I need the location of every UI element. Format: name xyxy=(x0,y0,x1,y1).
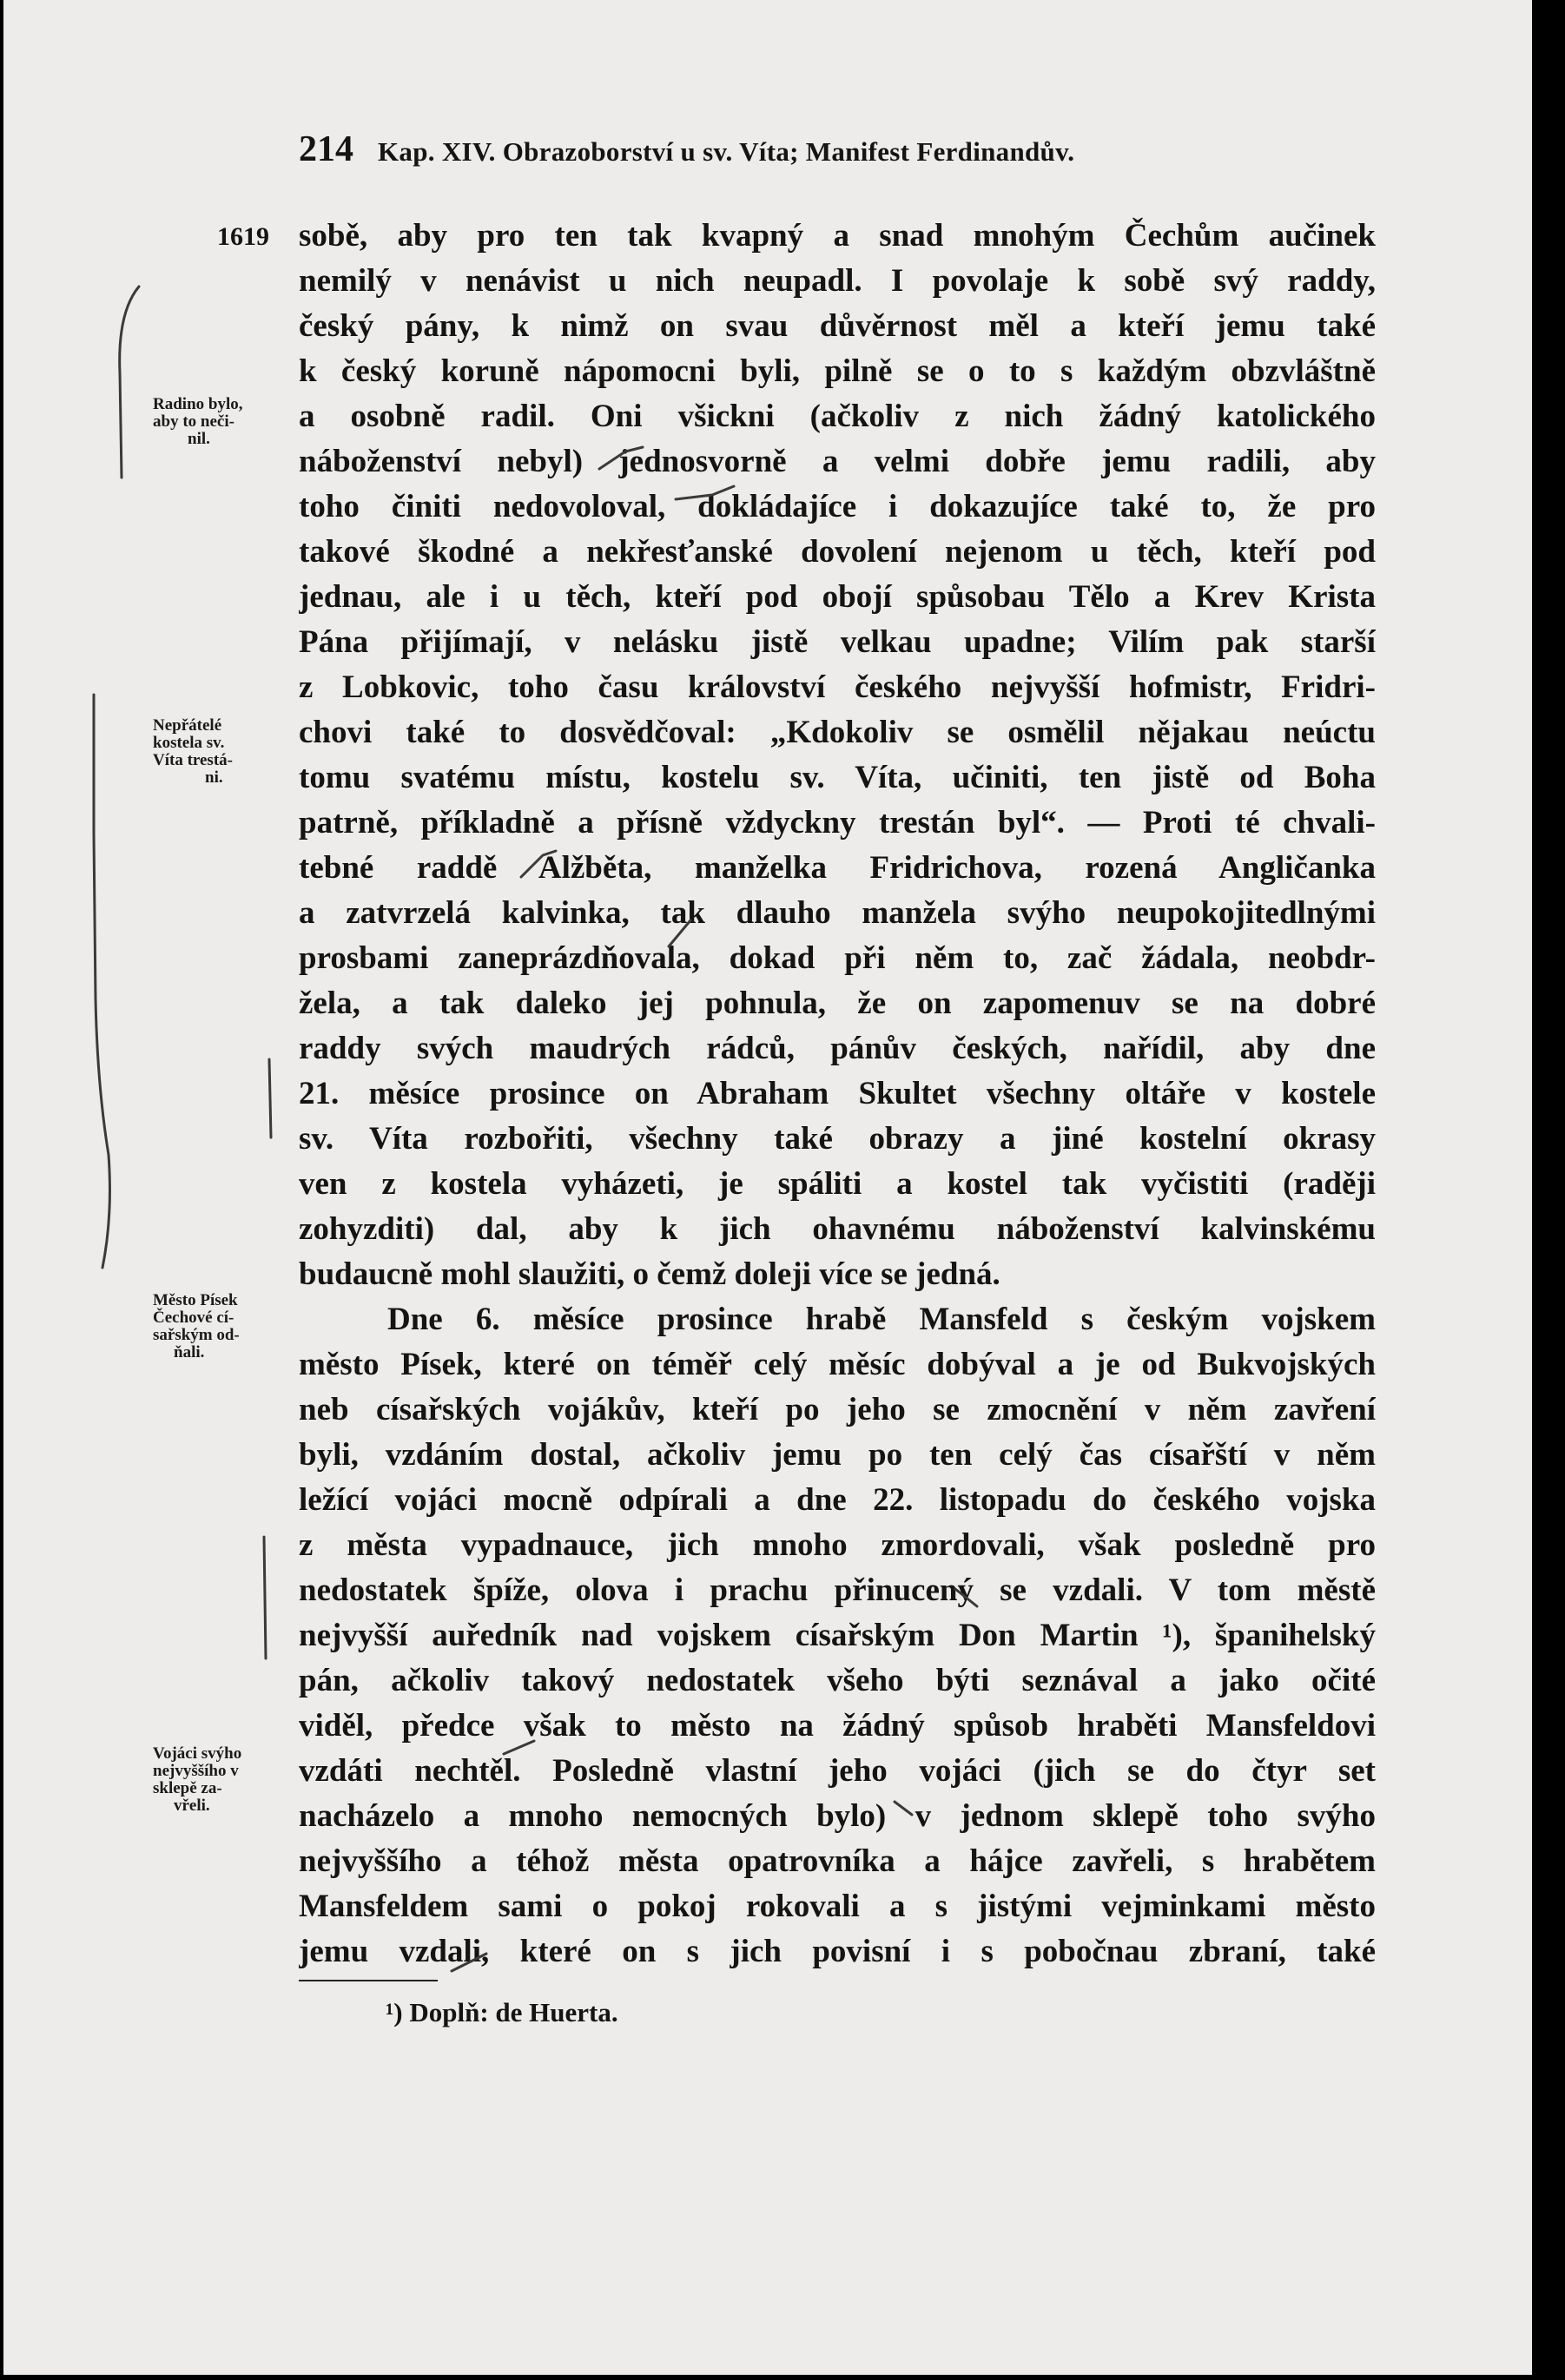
margin-note-1: Radino bylo, aby to neči- nil. xyxy=(153,395,243,448)
text-line: raddy svých maudrých rádců, pánův českých, nařídil, aby dne xyxy=(299,1031,1376,1066)
text-line: jednau, ale i u těch, kteří pod obojí spůsobau Tělo a Krev Krista xyxy=(299,579,1376,615)
text-line: 21. měsíce prosince on Abraham Skultet všechny oltáře v kostele xyxy=(299,1076,1376,1111)
text-line: z Lobkovic, toho času království českého nejvyšší hofmistr, Fridri- xyxy=(299,669,1376,705)
text-line: patrně, příkladně a přísně vždyckny trestán byl“. — Proti té chvali- xyxy=(299,805,1376,841)
text-line: Dne 6. měsíce prosince hrabě Mansfeld s českým vojskem xyxy=(387,1302,1376,1337)
text-line: nejvyššího a téhož města opatrovníka a hájce zavřeli, s hrabětem xyxy=(299,1843,1376,1879)
text-line: nejvyšší auředník nad vojskem císařským Don Martin ¹), španihelský xyxy=(299,1618,1376,1653)
text-line: město Písek, které on téměř celý měsíc dobýval a je od Bukvojských xyxy=(299,1347,1376,1382)
page-header xyxy=(299,129,1376,181)
text-line: Mansfeldem sami o pokoj rokovali a s jistými vejminkami město xyxy=(299,1889,1376,1924)
margin-note-3: Město Písek Čechové cí- sařským od- ňali. xyxy=(153,1291,240,1361)
text-line: k český koruně nápomocni byli, pilně se o to s každým obzvláštně xyxy=(299,353,1376,389)
text-line: toho činiti nedovoloval, dokládajíce i dokazujíce také to, že pro xyxy=(299,489,1376,524)
text-line: z města vypadnauce, jich mnoho zmordovali, však posledně pro xyxy=(299,1527,1376,1563)
text-line: sv. Víta rozbořiti, všechny také obrazy a jiné kostelní okrasy xyxy=(299,1121,1376,1157)
text-line: ležící vojáci mocně odpírali a dne 22. listopadu do českého vojska xyxy=(299,1482,1376,1518)
text-line: nedostatek špíže, olova i prachu přinucený se vzdali. V tom městě xyxy=(299,1572,1376,1608)
text-line: sobě, aby pro ten tak kvapný a snad mnohým Čechům aučinek xyxy=(299,218,1376,254)
text-line: tomu svatému místu, kostelu sv. Víta, učiniti, ten jistě od Boha xyxy=(299,760,1376,795)
margin-note-2: Nepřátelé kostela sv. Víta trestá- ni. xyxy=(153,716,233,787)
text-line: a zatvrzelá kalvinka, tak dlauho manžela svýho neupokojitedlnými xyxy=(299,895,1376,931)
margin-note-4: Vojáci svýho nejvyššího v sklepě za- vřeli. xyxy=(153,1744,242,1815)
year-marker: 1619 xyxy=(217,222,269,251)
text-line: byli, vzdáním dostal, ačkoliv jemu po ten celý čas císařští v něm xyxy=(299,1437,1376,1473)
text-line: zohyzditi) dal, aby k jich ohavnému náboženství kalvinskému xyxy=(299,1211,1376,1247)
text-line: viděl, předce však to město na žádný spůsob hraběti Mansfeldovi xyxy=(299,1708,1376,1744)
text-line: vzdáti nechtěl. Posledně vlastní jeho vojáci (jich se do čtyr set xyxy=(299,1753,1376,1789)
text-line: náboženství nebyl) jednosvorně a velmi dobře jemu radili, aby xyxy=(299,444,1376,479)
text-line: nacházelo a mnoho nemocných bylo) v jednom sklepě toho svýho xyxy=(299,1798,1376,1834)
text-line: Pána přijímají, v nelásku jistě velkau upadne; Vilím pak starší xyxy=(299,624,1376,660)
page-number: 214 xyxy=(299,129,353,169)
footnote: ¹) Doplň: de Huerta. xyxy=(386,1997,618,2027)
text-line: takové škodné a nekřesťanské dovolení nejenom u těch, kteří pod xyxy=(299,534,1376,570)
text-line: budaucně mohl slaužiti, o čemž doleji více se jedná. xyxy=(299,1256,1000,1292)
text-line: jemu vzdali, které on s jich povisní i s pobočnau zbraní, také xyxy=(299,1934,1376,1969)
footnote-rule xyxy=(299,1980,438,1981)
text-line: ven z kostela vyházeti, je spáliti a kostel tak vyčistiti (raději xyxy=(299,1166,1376,1202)
text-line: pán, ačkoliv takový nedostatek všeho býti seznával a jako očité xyxy=(299,1663,1376,1698)
text-line: tebné raddě Alžběta, manželka Fridrichova, rozená Angličanka xyxy=(299,850,1376,886)
text-line: žela, a tak daleko jej pohnula, že on zapomenuv se na dobré xyxy=(299,986,1376,1021)
text-line: chovi také to dosvědčoval: „Kdokoliv se osmělil nějakau neúctu xyxy=(299,715,1376,750)
text-line: prosbami zaneprázdňovala, dokad při něm to, zač žádala, neobdr- xyxy=(299,940,1376,976)
running-title: Kap. XIV. Obrazoborství u sv. Víta; Manifest Ferdinandův. xyxy=(378,136,1075,167)
text-line: neb císařských vojákův, kteří po jeho se zmocnění v něm zavření xyxy=(299,1392,1376,1427)
text-line: český pány, k nimž on svau důvěrnost měl a kteří jemu také xyxy=(299,308,1376,344)
text-line: nemilý v nenávist u nich neupadl. I povolaje k sobě svý raddy, xyxy=(299,263,1376,299)
book-page xyxy=(3,0,1532,2375)
body-text xyxy=(299,214,1376,1975)
text-line: a osobně radil. Oni všickni (ačkoliv z nich žádný katolického xyxy=(299,399,1376,434)
